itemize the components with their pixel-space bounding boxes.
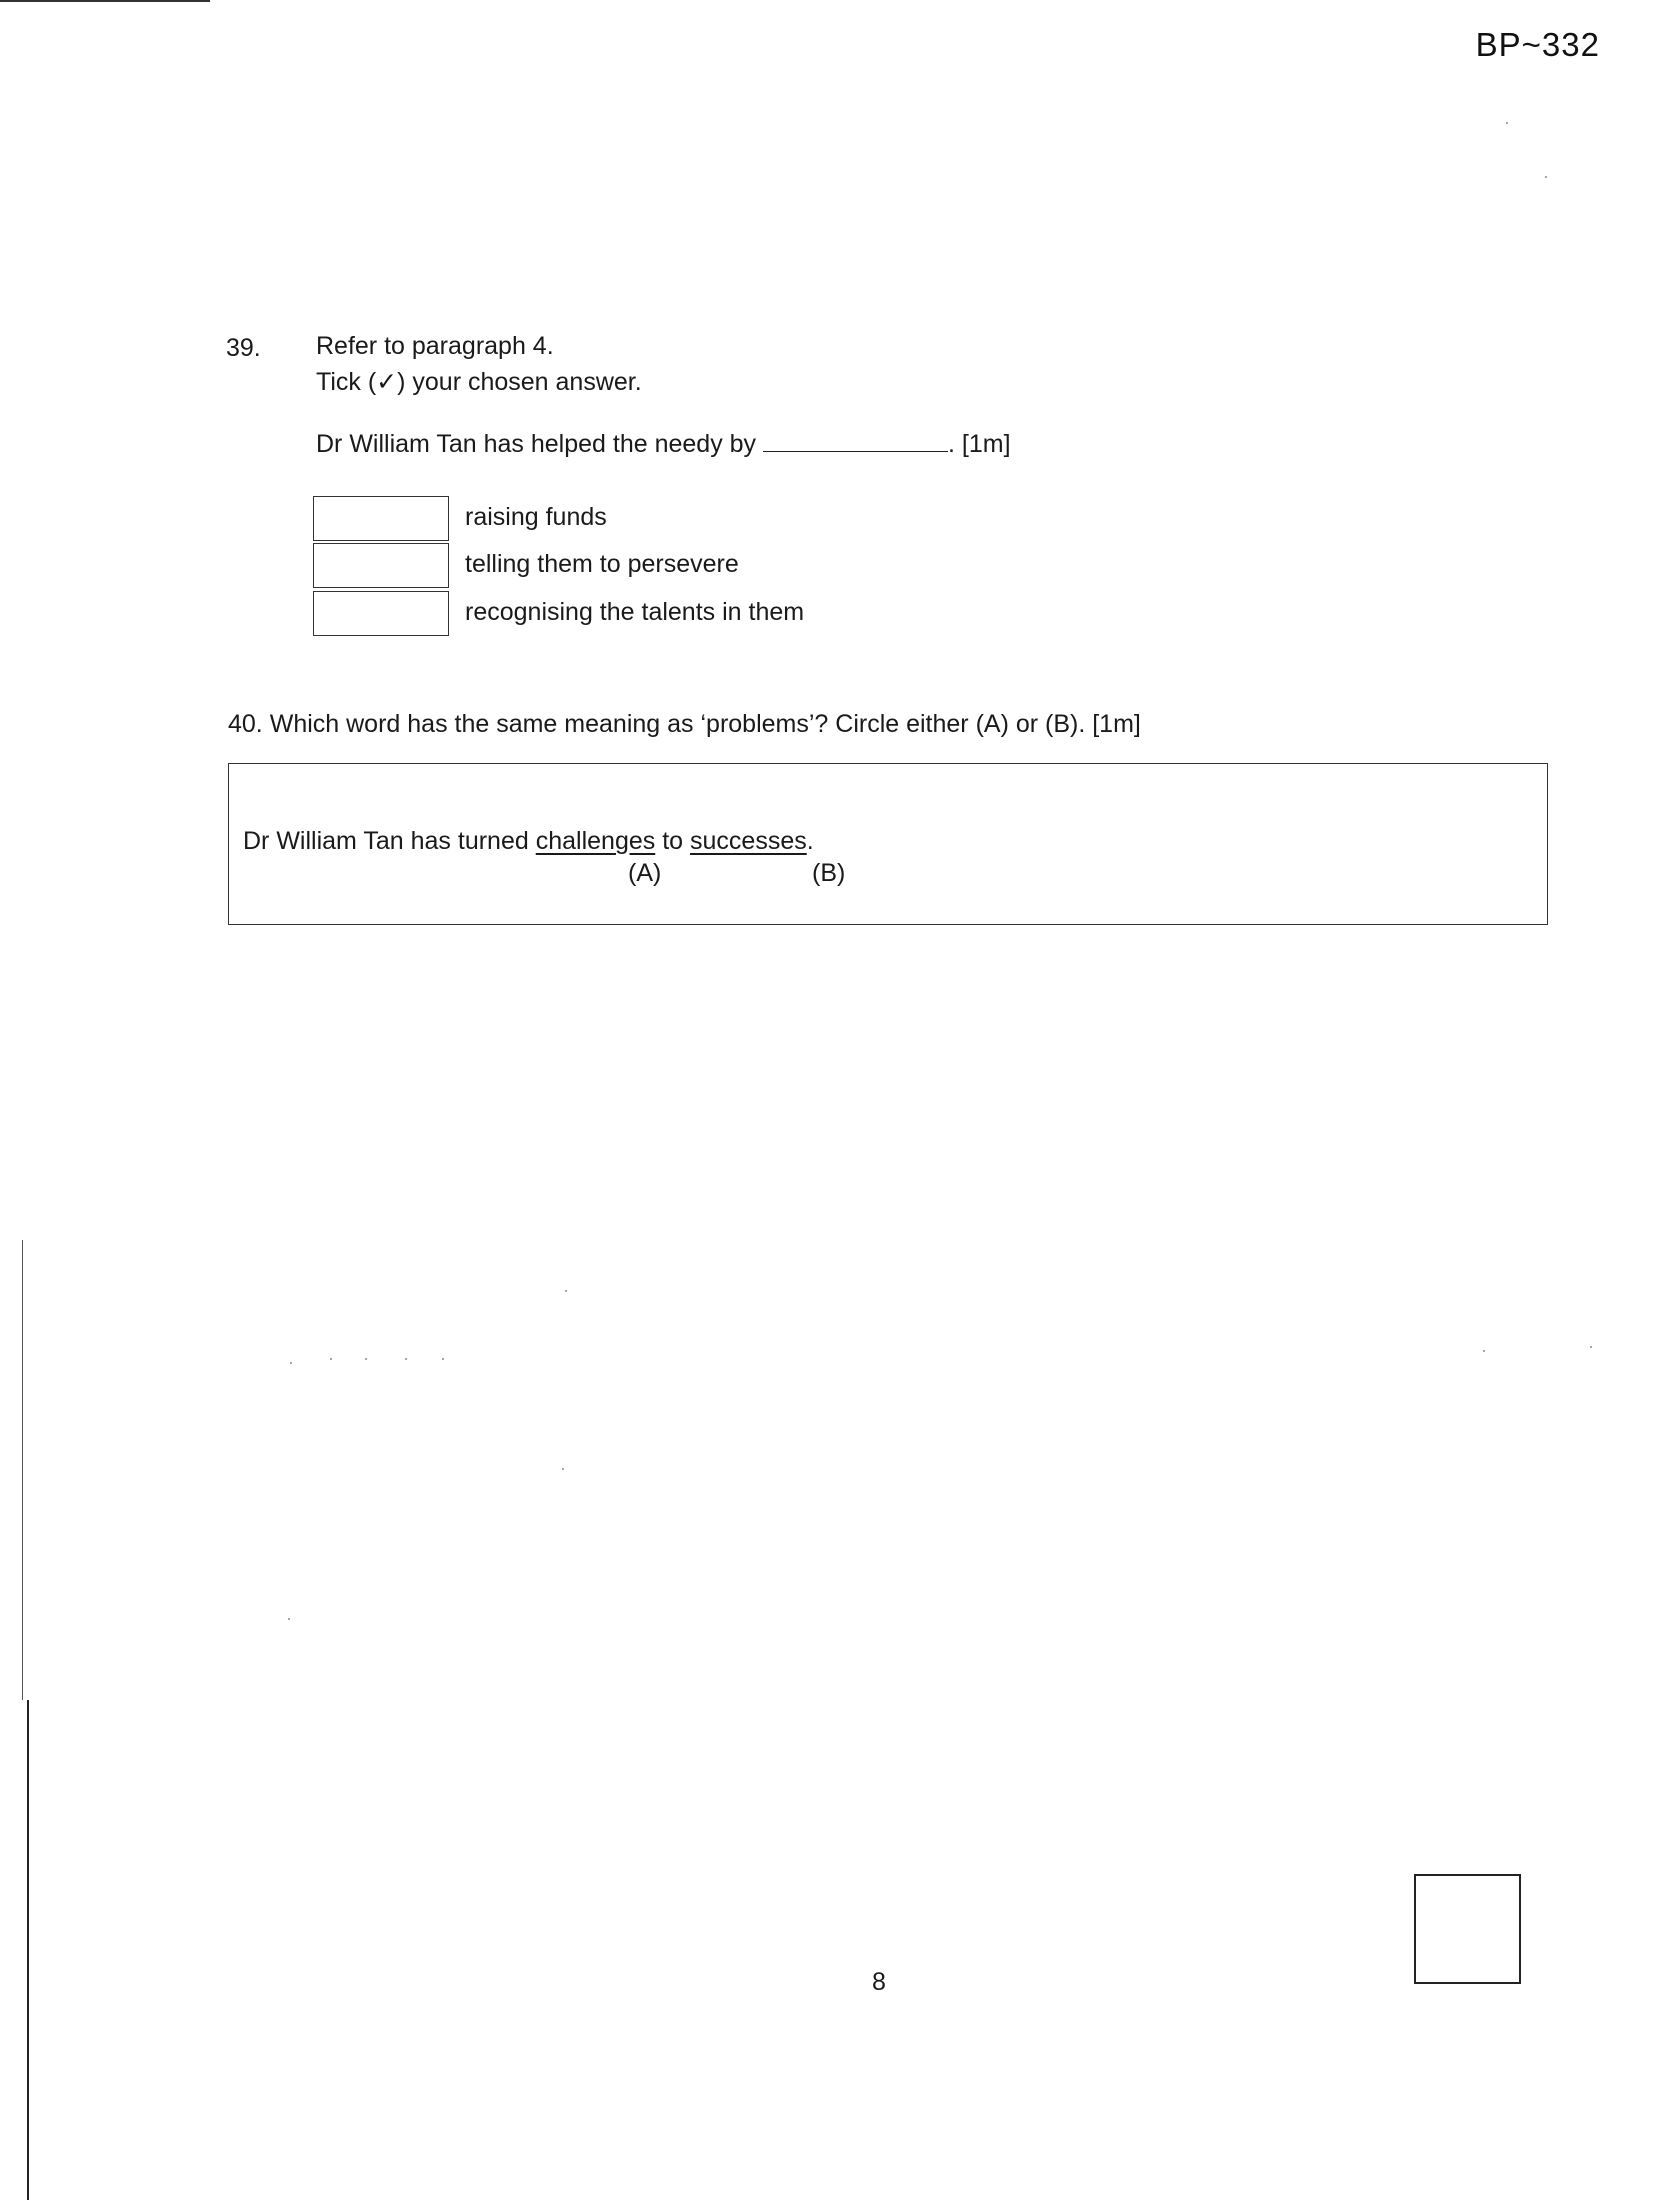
scan-speck (1483, 1350, 1485, 1352)
answer-blank (763, 429, 948, 452)
option-3-label: recognising the talents in them (465, 598, 805, 626)
left-margin-line (27, 1700, 29, 2200)
question-39-marks: . [1m] (948, 430, 1011, 458)
scan-speck (330, 1358, 332, 1360)
question-39-line-1: Refer to paragraph 4. (316, 332, 554, 360)
question-39-line-2: Tick (✓) your chosen answer. (316, 368, 642, 396)
scan-speck (405, 1358, 407, 1360)
paper-code: BP~332 (1475, 26, 1600, 63)
scan-speck (442, 1358, 444, 1360)
question-40-prompt: Which word has the same meaning as ‘problems’? Circle either (A) or (B). [1m] (269, 710, 1141, 738)
sentence-end: . (806, 827, 814, 855)
page-number: 8 (872, 1968, 886, 1996)
scan-speck (290, 1362, 292, 1364)
question-39-instructions (316, 328, 642, 400)
tick-box-option-2[interactable] (313, 543, 449, 588)
sentence-start: Dr William Tan has turned (243, 827, 529, 855)
question-39-number: 39. (226, 334, 261, 362)
word-option-a[interactable]: challenges (535, 827, 656, 855)
scan-speck (1545, 176, 1547, 178)
sentence (243, 823, 814, 859)
left-margin-line (22, 1240, 23, 1700)
question-39-stem-text: Dr William Tan has helped the needy by (316, 430, 757, 458)
top-rule (0, 0, 210, 2)
question-39-stem (316, 426, 1011, 462)
word-option-b[interactable]: successes (690, 827, 807, 855)
option-2-label: telling them to persevere (465, 550, 739, 578)
scan-speck (565, 1290, 567, 1292)
question-40-number: 40. (228, 710, 263, 738)
label-a: (A) (628, 859, 662, 887)
scan-speck (365, 1358, 367, 1360)
scan-speck (1590, 1346, 1592, 1348)
scan-speck (562, 1468, 564, 1470)
tick-box-option-3[interactable] (313, 591, 449, 636)
scan-speck (288, 1618, 290, 1620)
question-40 (228, 706, 1141, 742)
option-1-label: raising funds (465, 503, 607, 531)
label-b: (B) (812, 859, 846, 887)
tick-box-option-1[interactable] (313, 496, 449, 541)
sentence-connector: to (662, 827, 684, 855)
marks-box (1414, 1874, 1521, 1984)
scan-speck (1506, 122, 1508, 124)
